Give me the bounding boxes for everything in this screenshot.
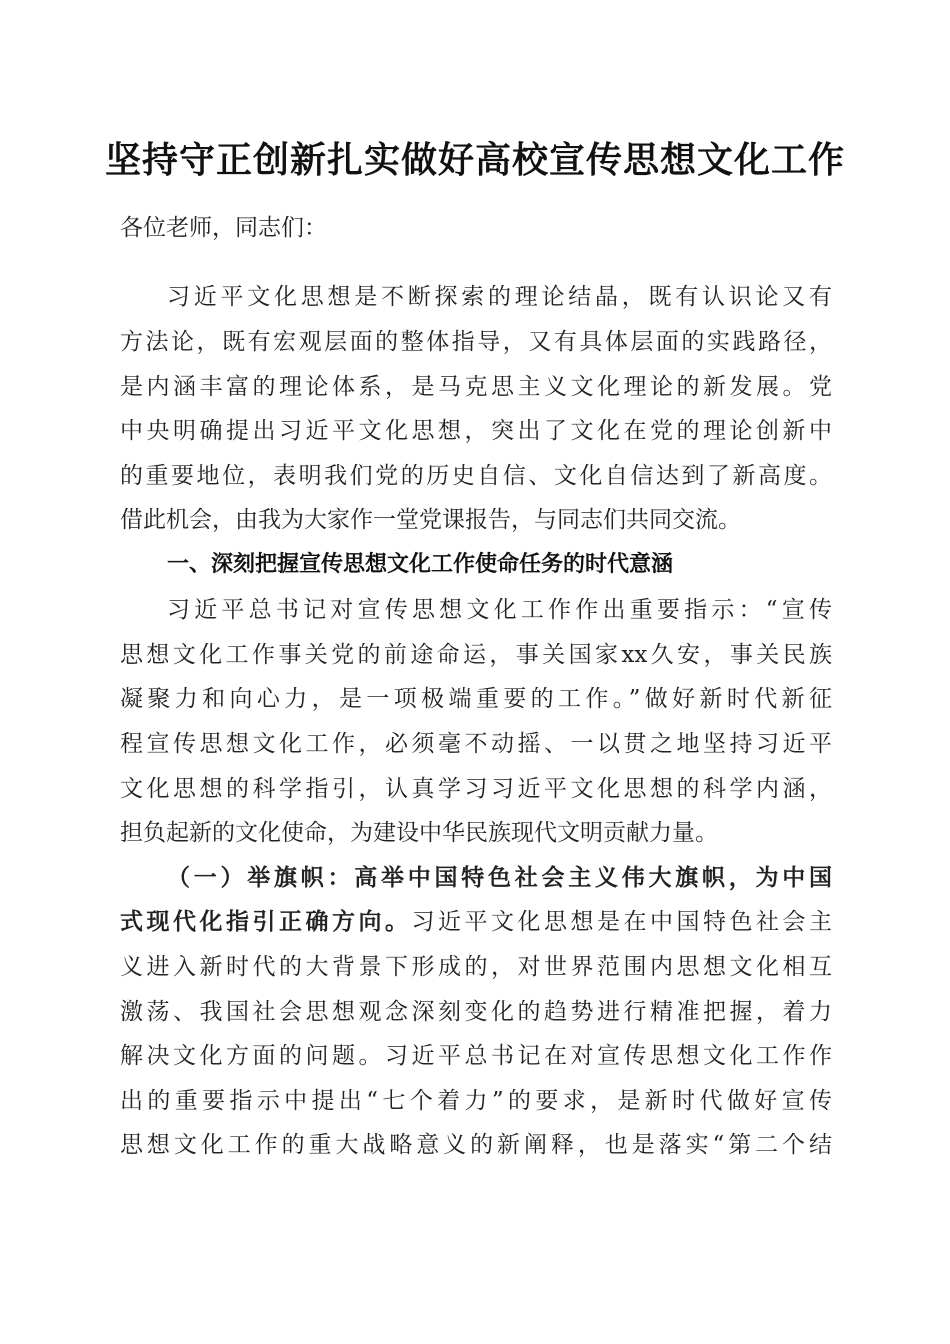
paragraph-line: 程宣传思想文化工作，必须毫不动摇、一以贯之地坚持习近平	[120, 731, 832, 757]
paragraph-line: 解决文化方面的问题。习近平总书记在对宣传思想文化工作作	[120, 1043, 832, 1069]
paragraph-line: 凝聚力和向心力，是一项极端重要的工作。”做好新时代新征	[120, 686, 832, 712]
paragraph-line: 思想文化工作的重大战略意义的新阐释，也是落实“第二个结	[120, 1132, 832, 1158]
paragraph-line: 激荡、我国社会思想观念深刻变化的趋势进行精准把握，着力	[120, 999, 832, 1025]
subsection-heading-continued: 式现代化指引正确方向。	[120, 908, 412, 935]
paragraph-line: 中央明确提出习近平文化思想，突出了文化在党的理论创新中	[120, 418, 832, 444]
section-heading: 一、深刻把握宣传思想文化工作使命任务的时代意涵	[167, 552, 674, 577]
paragraph-line: 义进入新时代的大背景下形成的，对世界范围内思想文化相互	[120, 954, 832, 980]
paragraph-line: 习近平总书记对宣传思想文化工作作出重要指示：“宣传	[167, 597, 832, 623]
paragraph-text: 习近平文化思想是在中国特色社会主	[411, 909, 832, 935]
subsection-heading: （一）举旗帜：高举中国特色社会主义伟大旗帜，为中国	[167, 864, 832, 891]
salutation: 各位老师，同志们：	[120, 215, 327, 241]
paragraph-line: 方法论，既有宏观层面的整体指导，又有具体层面的实践路径，	[120, 329, 832, 355]
paragraph-line: 文化思想的科学指引，认真学习习近平文化思想的科学内涵，	[120, 776, 832, 802]
paragraph-line: 的重要地位，表明我们党的历史自信、文化自信达到了新高度。	[120, 463, 832, 489]
paragraph-line: 出的重要指示中提出“七个着力”的要求，是新时代做好宣传	[120, 1088, 832, 1114]
paragraph-line: 习近平文化思想是不断探索的理论结晶，既有认识论又有	[167, 284, 832, 310]
paragraph-line: 担负起新的文化使命，为建设中华民族现代文明贡献力量。	[120, 820, 718, 846]
page-title: 坚持守正创新扎实做好高校宣传思想文化工作	[104, 139, 845, 181]
paragraph-line: 思想文化工作事关党的前途命运，事关国家xx久安，事关民族	[120, 642, 832, 668]
paragraph-line: 借此机会，由我为大家作一堂党课报告，与同志们共同交流。	[120, 507, 741, 533]
paragraph-line: 是内涵丰富的理论体系，是马克思主义文化理论的新发展。党	[120, 374, 832, 400]
paragraph-line	[120, 899, 832, 945]
